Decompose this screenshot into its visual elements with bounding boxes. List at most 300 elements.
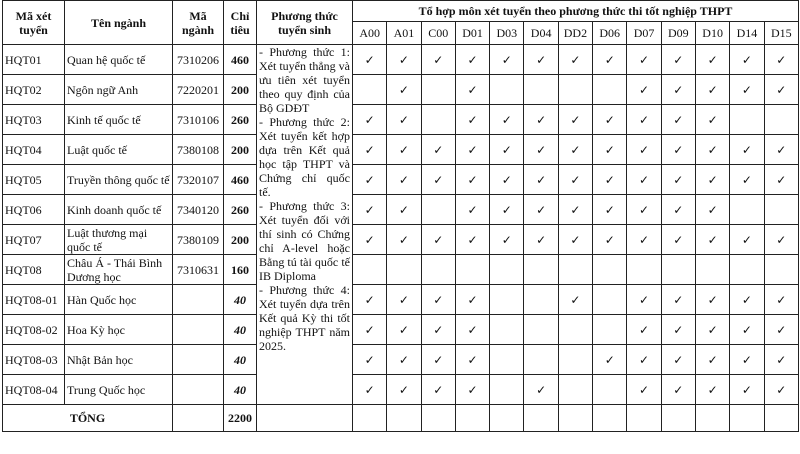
check-icon: ✓ [433,352,444,367]
combo-cell-d03 [490,285,524,315]
check-icon: ✓ [673,82,684,97]
row-major-code: 7380109 [173,225,224,255]
check-icon: ✓ [638,322,650,337]
check-icon: ✓ [364,232,375,247]
combo-cell-d09 [661,315,695,345]
row-major-name: Ngôn ngữ Anh [65,75,173,105]
combo-cell-a00 [353,225,387,255]
combo-cell-d15 [764,135,798,165]
combo-header-d04: D04 [524,22,558,45]
combo-cell-d10 [695,315,729,345]
total-empty-cell [490,405,524,432]
check-icon: ✓ [604,142,615,157]
check-icon: ✓ [638,142,650,157]
check-icon: ✓ [570,202,581,217]
combo-cell-d10 [695,225,729,255]
check-icon: ✓ [433,292,444,307]
check-icon: ✓ [501,52,512,67]
check-icon: ✓ [638,52,650,67]
combo-cell-d04 [524,165,558,195]
combo-cell-d04 [524,135,558,165]
header-major-code: Mã ngành [173,1,224,45]
combo-cell-d09 [661,45,695,75]
check-icon: ✓ [707,82,718,97]
combo-cell-d04 [524,285,558,315]
row-code: HQT01 [3,45,65,75]
check-icon: ✓ [570,142,581,157]
total-empty-cell [524,405,558,432]
header-code: Mã xét tuyển [3,1,65,45]
combo-header-dd2: DD2 [558,22,592,45]
check-icon: ✓ [398,142,409,157]
row-major-name: Trung Quốc học [65,375,173,405]
combo-cell-d07 [627,75,661,105]
combo-cell-c00 [421,135,455,165]
total-empty-cell [387,405,421,432]
row-major-code: 7310106 [173,105,224,135]
combo-cell-d04 [524,45,558,75]
combo-cell-d09 [661,105,695,135]
combo-cell-d09 [661,225,695,255]
total-empty-cell [353,405,387,432]
check-icon: ✓ [364,202,375,217]
combo-cell-a00 [353,285,387,315]
combo-cell-a00 [353,315,387,345]
check-icon: ✓ [536,112,547,127]
combo-cell-a01 [387,105,421,135]
combo-cell-dd2 [558,135,592,165]
row-quota: 200 [224,75,257,105]
combo-cell-d10 [695,45,729,75]
combo-cell-c00 [421,285,455,315]
combo-cell-c00 [421,315,455,345]
row-quota: 200 [224,135,257,165]
check-icon: ✓ [638,112,650,127]
check-icon: ✓ [707,52,718,67]
row-code: HQT08-02 [3,315,65,345]
check-icon: ✓ [673,232,684,247]
combo-cell-d03 [490,375,524,405]
check-icon: ✓ [638,202,650,217]
total-empty-cell [730,405,764,432]
table-row [3,195,799,225]
check-icon: ✓ [433,322,444,337]
table-row [3,315,799,345]
total-empty-cell [593,405,627,432]
combo-cell-d01 [455,255,489,285]
combo-cell-c00 [421,375,455,405]
check-icon: ✓ [638,352,650,367]
combo-cell-d14 [730,255,764,285]
row-code: HQT07 [3,225,65,255]
check-icon: ✓ [536,202,547,217]
row-code: HQT08 [3,255,65,285]
check-icon: ✓ [364,352,375,367]
combo-cell-d01 [455,375,489,405]
combo-cell-dd2 [558,75,592,105]
combo-cell-a01 [387,195,421,225]
combo-cell-d03 [490,135,524,165]
combo-cell-d07 [627,285,661,315]
check-icon: ✓ [570,52,581,67]
combo-cell-a01 [387,165,421,195]
check-icon: ✓ [638,172,650,187]
combo-cell-d14 [730,135,764,165]
combo-cell-d07 [627,225,661,255]
combo-cell-a01 [387,315,421,345]
row-quota: 460 [224,45,257,75]
row-code: HQT06 [3,195,65,225]
admissions-table [2,0,799,432]
check-icon: ✓ [398,202,409,217]
total-quota: 2200 [224,405,257,432]
combo-cell-d01 [455,45,489,75]
row-major-code: 7320107 [173,165,224,195]
total-empty-cell [661,405,695,432]
check-icon: ✓ [501,142,512,157]
combo-cell-d10 [695,75,729,105]
combo-cell-d15 [764,45,798,75]
check-icon: ✓ [638,82,650,97]
check-icon: ✓ [398,112,409,127]
check-icon: ✓ [707,202,718,217]
row-major-name: Kinh tế quốc tế [65,105,173,135]
check-icon: ✓ [707,172,718,187]
total-empty-cell [257,405,353,432]
combo-cell-dd2 [558,285,592,315]
combo-cell-d04 [524,345,558,375]
row-quota: 460 [224,165,257,195]
combo-cell-d14 [730,225,764,255]
total-empty-cell [421,405,455,432]
check-icon: ✓ [398,382,409,397]
check-icon: ✓ [570,172,581,187]
combo-cell-d01 [455,285,489,315]
check-icon: ✓ [364,142,375,157]
row-major-code: 7340120 [173,195,224,225]
check-icon: ✓ [673,292,684,307]
combo-cell-a00 [353,165,387,195]
combo-cell-d03 [490,75,524,105]
admission-method-1: - Phương thức 1: Xét tuyển thẳng và ưu tiên xét tuyển theo quy định của Bộ GDĐT [259,45,350,115]
check-icon: ✓ [467,322,478,337]
total-empty-cell [627,405,661,432]
combo-cell-d07 [627,375,661,405]
combo-cell-d15 [764,285,798,315]
combo-cell-d06 [593,345,627,375]
combo-cell-d01 [455,225,489,255]
combo-cell-c00 [421,255,455,285]
combo-cell-c00 [421,45,455,75]
combo-cell-d06 [593,285,627,315]
total-label: TỔNG [3,405,173,432]
check-icon: ✓ [707,352,718,367]
combo-cell-a00 [353,45,387,75]
combo-cell-d10 [695,345,729,375]
combo-cell-c00 [421,195,455,225]
combo-cell-a01 [387,285,421,315]
combo-cell-a01 [387,75,421,105]
check-icon: ✓ [433,172,444,187]
combo-cell-d01 [455,165,489,195]
header-quota: Chỉ tiêu [224,1,257,45]
combo-cell-d14 [730,375,764,405]
check-icon: ✓ [398,82,409,97]
combo-cell-d07 [627,165,661,195]
row-code: HQT04 [3,135,65,165]
check-icon: ✓ [467,82,478,97]
combo-cell-d07 [627,315,661,345]
combo-cell-d14 [730,75,764,105]
admission-method-3: - Phương thức 3: Xét tuyển đối với thí sinh có Chứng chỉ A-level hoặc Bằng tú tài quốc tế IB Diploma [259,199,350,283]
check-icon: ✓ [673,52,684,67]
combo-cell-d01 [455,135,489,165]
table-row [3,285,799,315]
table-row [3,225,799,255]
check-icon: ✓ [398,322,409,337]
combo-cell-d07 [627,45,661,75]
check-icon: ✓ [501,202,512,217]
combo-cell-d03 [490,345,524,375]
combo-cell-d15 [764,165,798,195]
combo-cell-d09 [661,255,695,285]
check-icon: ✓ [364,382,375,397]
combo-cell-d06 [593,225,627,255]
row-major-name: Hoa Kỳ học [65,315,173,345]
header-name: Tên ngành [65,1,173,45]
combo-cell-d09 [661,285,695,315]
check-icon: ✓ [673,112,684,127]
combo-cell-c00 [421,345,455,375]
combo-header-d01: D01 [455,22,489,45]
header-combos-title: Tổ hợp môn xét tuyển theo phương thức thi tốt nghiệp THPT [353,1,799,22]
combo-cell-a01 [387,225,421,255]
combo-header-c00: C00 [421,22,455,45]
combo-cell-d15 [764,255,798,285]
total-row [3,405,799,432]
total-empty-cell [695,405,729,432]
admission-method-2: - Phương thức 2: Xét tuyển kết hợp dựa trên Kết quả học tập THPT và Chứng chỉ quốc tế. [259,115,350,199]
check-icon: ✓ [638,292,650,307]
combo-cell-d03 [490,195,524,225]
combo-cell-c00 [421,75,455,105]
combo-header-d14: D14 [730,22,764,45]
table-row [3,135,799,165]
combo-cell-d03 [490,45,524,75]
combo-cell-d01 [455,75,489,105]
combo-cell-dd2 [558,375,592,405]
check-icon: ✓ [638,382,650,397]
check-icon: ✓ [673,322,684,337]
total-empty-cell [455,405,489,432]
check-icon: ✓ [707,292,718,307]
combo-cell-d14 [730,345,764,375]
combo-cell-d15 [764,315,798,345]
combo-cell-d03 [490,105,524,135]
check-icon: ✓ [467,172,478,187]
table-row [3,105,799,135]
combo-cell-dd2 [558,315,592,345]
check-icon: ✓ [673,352,684,367]
table-row [3,75,799,105]
row-major-name: Truyền thông quốc tế [65,165,173,195]
row-major-name: Nhật Bản học [65,345,173,375]
combo-cell-d10 [695,195,729,225]
combo-header-a00: A00 [353,22,387,45]
combo-cell-d04 [524,195,558,225]
check-icon: ✓ [638,232,650,247]
check-icon: ✓ [467,292,478,307]
check-icon: ✓ [467,142,478,157]
combo-cell-d06 [593,105,627,135]
combo-cell-c00 [421,165,455,195]
combo-cell-dd2 [558,195,592,225]
row-major-code [173,315,224,345]
combo-cell-a00 [353,75,387,105]
check-icon: ✓ [467,202,478,217]
combo-header-d10: D10 [695,22,729,45]
total-empty-cell [764,405,798,432]
combo-cell-d01 [455,345,489,375]
row-major-name: Luật quốc tế [65,135,173,165]
check-icon: ✓ [467,382,478,397]
check-icon: ✓ [673,172,684,187]
combo-header-d15: D15 [764,22,798,45]
check-icon: ✓ [536,172,547,187]
combo-cell-d06 [593,45,627,75]
combo-cell-d10 [695,255,729,285]
check-icon: ✓ [536,142,547,157]
check-icon: ✓ [536,232,547,247]
combo-cell-d01 [455,105,489,135]
combo-cell-d15 [764,225,798,255]
check-icon: ✓ [501,172,512,187]
row-major-code [173,375,224,405]
check-icon: ✓ [501,232,512,247]
check-icon: ✓ [364,172,375,187]
check-icon: ✓ [776,172,787,187]
combo-cell-a01 [387,45,421,75]
check-icon: ✓ [364,292,375,307]
row-quota: 40 [224,315,257,345]
row-major-code: 7380108 [173,135,224,165]
combo-cell-d14 [730,315,764,345]
table-row [3,165,799,195]
check-icon: ✓ [467,352,478,367]
header-methods: Phương thức tuyển sinh [257,1,353,45]
row-code: HQT08-03 [3,345,65,375]
check-icon: ✓ [776,382,787,397]
check-icon: ✓ [741,172,752,187]
row-major-name: Quan hệ quốc tế [65,45,173,75]
check-icon: ✓ [604,172,615,187]
combo-cell-d10 [695,105,729,135]
check-icon: ✓ [741,232,752,247]
combo-cell-d15 [764,105,798,135]
row-code: HQT02 [3,75,65,105]
row-quota: 260 [224,105,257,135]
combo-cell-d07 [627,345,661,375]
check-icon: ✓ [776,322,787,337]
check-icon: ✓ [501,112,512,127]
combo-cell-d06 [593,315,627,345]
combo-cell-dd2 [558,105,592,135]
combo-cell-d14 [730,165,764,195]
check-icon: ✓ [604,232,615,247]
combo-cell-d06 [593,195,627,225]
admission-method-4: - Phương thức 4: Xét tuyển dựa trên Kết quả Kỳ thi tốt nghiệp THPT năm 2025. [259,283,350,353]
combo-cell-d01 [455,195,489,225]
check-icon: ✓ [673,202,684,217]
row-major-name: Hàn Quốc học [65,285,173,315]
combo-cell-d10 [695,135,729,165]
combo-cell-d10 [695,285,729,315]
combo-cell-dd2 [558,345,592,375]
row-major-name: Kinh doanh quốc tế [65,195,173,225]
check-icon: ✓ [707,232,718,247]
combo-cell-a01 [387,375,421,405]
check-icon: ✓ [364,112,375,127]
check-icon: ✓ [433,142,444,157]
check-icon: ✓ [536,52,547,67]
combo-cell-d09 [661,375,695,405]
row-major-code: 7310206 [173,45,224,75]
check-icon: ✓ [741,142,752,157]
combo-cell-c00 [421,105,455,135]
combo-cell-a00 [353,345,387,375]
total-empty-cell [558,405,592,432]
combo-cell-d09 [661,195,695,225]
row-quota: 260 [224,195,257,225]
combo-cell-d07 [627,135,661,165]
combo-cell-d09 [661,165,695,195]
combo-cell-d06 [593,255,627,285]
check-icon: ✓ [604,52,615,67]
combo-cell-d06 [593,375,627,405]
check-icon: ✓ [467,52,478,67]
check-icon: ✓ [776,142,787,157]
combo-cell-d07 [627,105,661,135]
combo-cell-d04 [524,105,558,135]
check-icon: ✓ [398,172,409,187]
total-empty-cell [173,405,224,432]
check-icon: ✓ [467,232,478,247]
combo-cell-a00 [353,195,387,225]
combo-cell-a01 [387,345,421,375]
combo-cell-d14 [730,195,764,225]
check-icon: ✓ [707,382,718,397]
check-icon: ✓ [776,52,787,67]
row-quota: 40 [224,285,257,315]
check-icon: ✓ [776,232,787,247]
check-icon: ✓ [707,322,718,337]
row-code: HQT05 [3,165,65,195]
check-icon: ✓ [536,382,547,397]
combo-header-d09: D09 [661,22,695,45]
check-icon: ✓ [570,232,581,247]
combo-cell-dd2 [558,45,592,75]
row-code: HQT08-01 [3,285,65,315]
row-code: HQT08-04 [3,375,65,405]
row-code: HQT03 [3,105,65,135]
combo-cell-d03 [490,255,524,285]
check-icon: ✓ [433,232,444,247]
combo-cell-a01 [387,135,421,165]
table-row [3,45,799,75]
check-icon: ✓ [776,352,787,367]
check-icon: ✓ [467,112,478,127]
row-quota: 160 [224,255,257,285]
